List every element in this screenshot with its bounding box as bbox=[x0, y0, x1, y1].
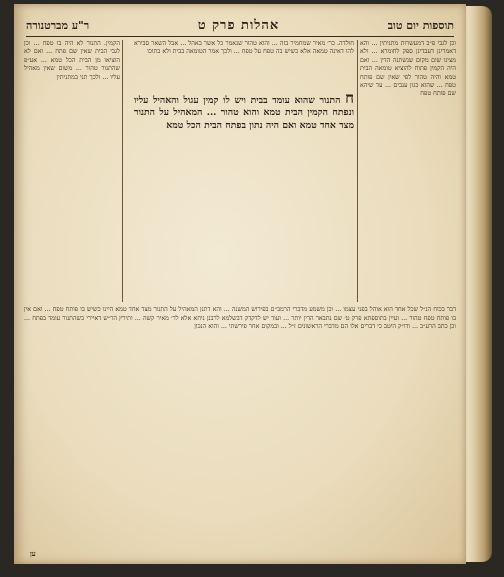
commentary-left-column: הקמין. התנור לא היה בו טפח ... וכן לגבי הבית שאין שם פתח ... ואם לא הוציאו מן הבית הכל טמא ... אע״פ שהתנור טהור ... משום שאין מאהיל עליו ... ולכך תני במתניתין bbox=[24, 40, 120, 81]
commentary-bottom-block: דבר בכוח הנ״ל שכל אחד הוא אוהל בפני עצמו ... וכן משמע מדברי הרמב״ם בפירוש המשנה ... והא דתנן המאהיל על התנור מצד אחד טמא היינו כשיש בו פותח טפח ... ואם אין בו פותח טפח טהור ... ועיין בתוספתא פרק ט׳ שם נתבאר הדין יותר ... ועוד יש לדקדק דבשלמא לרבנן ניחא אלא לר׳ מאיר קשה ... ותירץ הר״ש דאיירי כשהתנור עומד בפתח ... וכן כתב הרע״ב ... ודו״ק היטב כי דברים אלו הם מדברי הראשונים ז״ל ... ובמקום אחר פירשתי ... והוא הנכון bbox=[24, 306, 456, 331]
book-page-edges bbox=[462, 6, 492, 562]
column-divider-left bbox=[122, 40, 123, 302]
catchword: ען bbox=[30, 549, 36, 558]
header-title: אהלות פרק ט bbox=[197, 18, 280, 33]
running-header bbox=[26, 14, 454, 37]
book-page bbox=[14, 4, 466, 564]
mishna-text-block bbox=[134, 92, 354, 292]
column-divider-right bbox=[357, 40, 358, 302]
mishna-letter: ח bbox=[345, 92, 354, 107]
commentary-right-column: וכן לגבי פ״ב דמעשרות מתניתין ... והא דאמרינן דעבדינן ספק לחומרא ... ולא מצינו שום מקום שנשתנה הדין ... ואם היה הקמין פתוח להוציא טומאה הבית טמא והיה טהור לפי שאין שם פותח טפח ... שהוא כגון ענבים ... עד שיהא שם פותח טפח bbox=[360, 40, 456, 98]
mishna-text: התנור שהוא עומד בבית ויש לו קמין עגול והאהיל עליו ונפתח הקמין הבית טמא והוא טהור ... המאהיל על התנור מצד אחד טמא ואם היה נתון בפתח הבית הכל טמא bbox=[134, 95, 354, 131]
center-commentary-text: חולדה. כר׳ מאיר שמחמיר בזה ... והוא טהור שנאמר כל אשר באהל ... אבל השאר סבירא להו דאינה טמאה אלא כשיש בה טפח על טפח ... ולכך אמר הטומאה בבית ולא בתוכו bbox=[134, 40, 354, 56]
header-right: תוספות יום טוב bbox=[387, 18, 454, 32]
header-left: ר"ע מברטנורה bbox=[26, 18, 90, 32]
